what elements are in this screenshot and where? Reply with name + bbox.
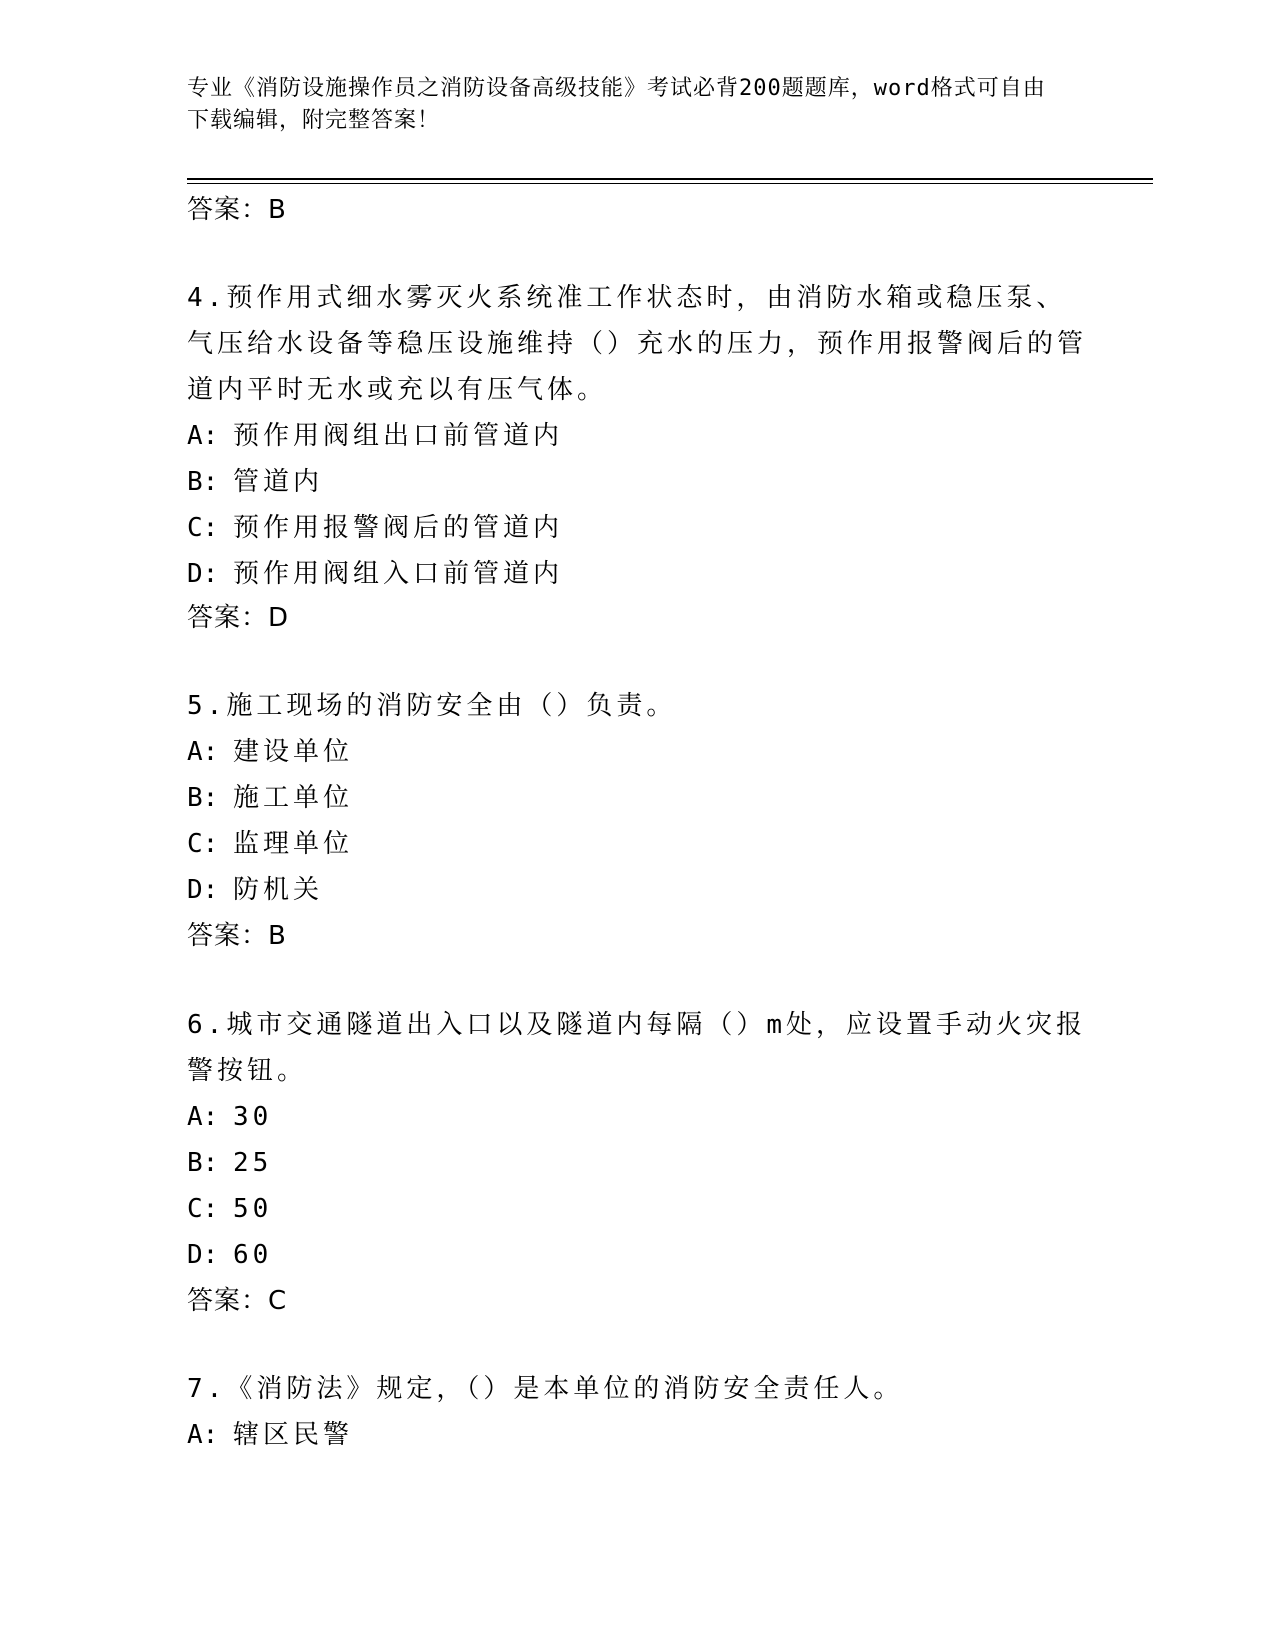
page-header: [187, 73, 1067, 137]
answer-line: [187, 1283, 287, 1319]
option-letter: A:: [187, 737, 219, 767]
option: [187, 867, 1087, 913]
answer-value: D: [268, 603, 290, 633]
option-letter: B:: [187, 467, 219, 497]
question-number: 4.: [187, 283, 227, 313]
answer-prefix: 答案：: [187, 1286, 269, 1316]
question-block: [187, 683, 1087, 913]
option: [187, 821, 1087, 867]
question-block: [187, 275, 1087, 597]
option: [187, 729, 1087, 775]
answer-value: B: [268, 921, 287, 951]
option-letter: B:: [187, 1148, 219, 1178]
answer-value: B: [268, 195, 287, 225]
question-stem: 《消防法》规定，（）是本单位的消防安全责任人。: [226, 1374, 904, 1404]
option-text: 施工单位: [233, 783, 354, 813]
option-text: 50: [233, 1194, 273, 1224]
question-text: [187, 275, 1087, 413]
option-letter: C:: [187, 829, 219, 859]
option: [187, 413, 1087, 459]
question-text: [187, 1002, 1087, 1094]
option: [187, 459, 1087, 505]
option: [187, 1186, 1087, 1232]
option-text: 辖区民警: [233, 1420, 354, 1450]
option-letter: D:: [187, 875, 219, 905]
option-text: 60: [233, 1240, 273, 1270]
option: [187, 1140, 1087, 1186]
question-number: 5.: [187, 691, 227, 721]
option-letter: A:: [187, 1420, 219, 1450]
option-letter: D:: [187, 1240, 219, 1270]
question-text: [187, 1366, 1087, 1412]
question-stem: 城市交通隧道出入口以及隧道内每隔（）m处，应设置手动火灾报警按钮。: [187, 1010, 1086, 1086]
answer-prefix: 答案：: [187, 195, 269, 225]
option: [187, 1412, 1087, 1458]
header-divider-thin: [187, 183, 1153, 184]
question-block: [187, 1366, 1087, 1458]
option-letter: A:: [187, 1102, 219, 1132]
question-stem: 预作用式细水雾灭火系统准工作状态时，由消防水箱或稳压泵、气压给水设备等稳压设施维持（）充水的压力，预作用报警阀后的管道内平时无水或充以有压气体。: [187, 283, 1088, 405]
option: [187, 775, 1087, 821]
option-text: 预作用阀组入口前管道内: [233, 559, 564, 589]
question-number: 7.: [187, 1374, 227, 1404]
option: [187, 551, 1087, 597]
option-text: 30: [233, 1102, 273, 1132]
option-letter: D:: [187, 559, 219, 589]
option-letter: A:: [187, 421, 219, 451]
option-letter: C:: [187, 513, 219, 543]
answer-line: [187, 192, 287, 228]
answer-prefix: 答案：: [187, 921, 269, 951]
question-stem: 施工现场的消防安全由（）负责。: [226, 691, 677, 721]
header-text: 专业《消防设施操作员之消防设备高级技能》考试必背200题题库，word格式可自由下载编辑，附完整答案！: [187, 76, 1046, 133]
option-text: 管道内: [233, 467, 324, 497]
answer-line: [187, 600, 289, 636]
header-divider: [187, 178, 1153, 180]
option-letter: C:: [187, 1194, 219, 1224]
question-block: [187, 1002, 1087, 1278]
option-text: 预作用阀组出口前管道内: [233, 421, 564, 451]
option: [187, 505, 1087, 551]
answer-value: C: [268, 1286, 288, 1316]
answer-line: [187, 918, 287, 954]
option-text: 监理单位: [233, 829, 354, 859]
question-number: 6.: [187, 1010, 227, 1040]
option-letter: B:: [187, 783, 219, 813]
answer-prefix: 答案：: [187, 603, 269, 633]
option: [187, 1094, 1087, 1140]
option-text: 建设单位: [233, 737, 354, 767]
option-text: 25: [233, 1148, 273, 1178]
option-text: 防机关: [233, 875, 324, 905]
option-text: 预作用报警阀后的管道内: [233, 513, 564, 543]
option: [187, 1232, 1087, 1278]
question-text: [187, 683, 1087, 729]
